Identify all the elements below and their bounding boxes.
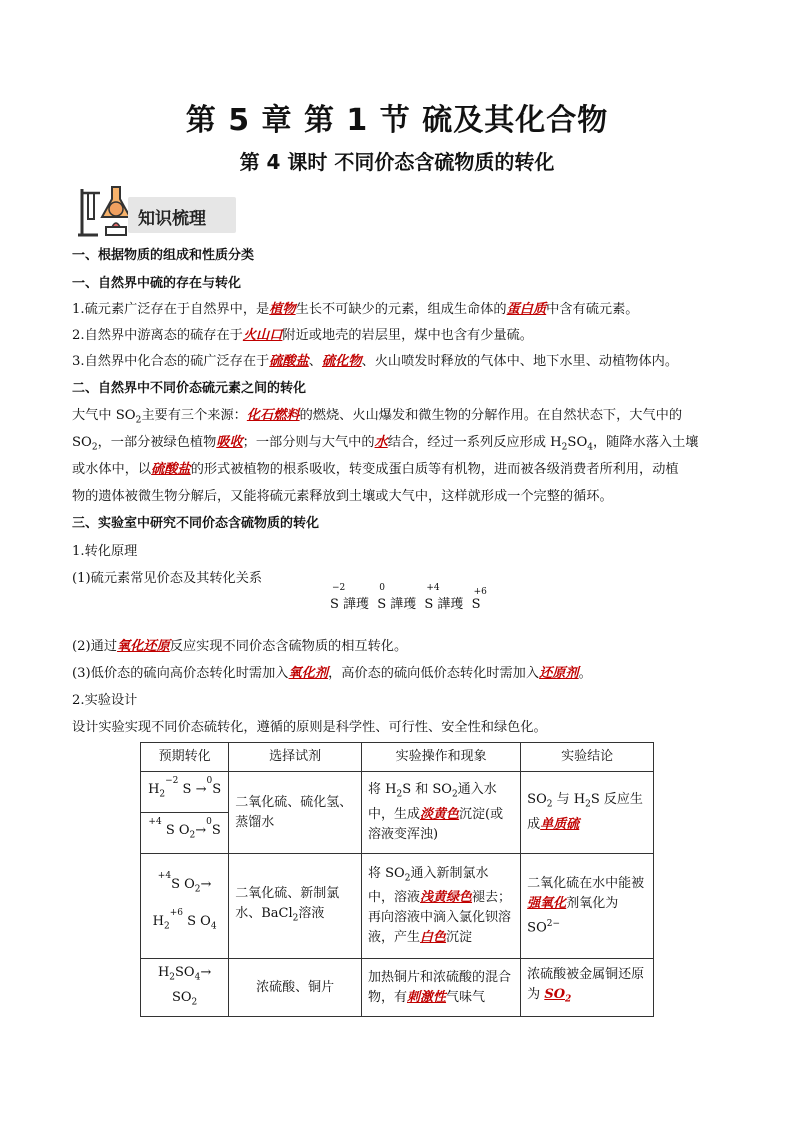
text: ，高价态的硫向低价态转化时需加入 — [328, 666, 540, 681]
heading-section-3: 三、实验室中研究不同价态含硫物质的转化 — [72, 516, 320, 531]
text: → — [200, 877, 212, 893]
paragraph-3 — [72, 350, 678, 369]
text: 2.自然界中游离态的硫存在于 — [72, 328, 243, 343]
header-reagent: 选择试剂 — [229, 743, 362, 772]
text: 1.硫元素广泛存在于自然界中，是 — [72, 302, 270, 317]
page-title: 第 5 章 第 1 节 硫及其化合物 — [185, 103, 609, 138]
text: 生长不可缺少的元素，组成生命体的 — [295, 302, 507, 317]
text: 将 SO — [368, 865, 405, 881]
text: S O — [183, 914, 211, 929]
valence-number: −2 — [165, 775, 179, 786]
text: 、 — [308, 354, 322, 369]
text: (3)低价态的硫向高价态转化时需加入 — [72, 666, 289, 681]
answer-water: 水 — [374, 435, 388, 450]
paragraph-agents — [72, 662, 592, 681]
text: ；一部分则与大气中的 — [242, 435, 375, 450]
table-header-row — [141, 743, 654, 772]
valence-s-plus4 — [424, 583, 464, 612]
text: S O — [171, 877, 195, 893]
valence-number: 0 — [379, 583, 385, 593]
valence-number: 0 — [206, 775, 213, 786]
subscript: 4 — [210, 921, 217, 932]
text: S 和 SO — [402, 782, 452, 798]
text: SO — [175, 965, 195, 980]
text: SO — [171, 989, 192, 1005]
element: S — [377, 597, 387, 612]
heading-classification: 一、根据物质的组成和性质分类 — [72, 248, 255, 263]
formula-so2-to-h2so4 — [147, 871, 222, 900]
answer-elemental-sulfur: 单质硫 — [540, 816, 580, 832]
formula-so2 — [147, 988, 222, 1013]
text: 沉淀 — [446, 930, 473, 946]
text: 附近或地壳的岩层里，煤中也含有少量硫。 — [282, 328, 533, 343]
valence-s-minus2 — [330, 583, 370, 612]
text: 与 H — [552, 792, 586, 808]
text: 的形式被植物的根系吸收，转变成蛋白质等有机物，进而被各级消费者所利用，动植 — [190, 462, 679, 477]
page-subtitle: 第 4 课时 不同价态含硫物质的转化 — [239, 150, 555, 174]
element: S — [424, 597, 434, 612]
text: SO — [72, 435, 92, 450]
text: 、火山喷发时释放的气体中、地下水里、动植物体内。 — [361, 354, 679, 369]
text: 主要有三个来源： — [141, 408, 247, 423]
subscript: 2 — [546, 799, 553, 810]
answer-strong-oxidant: 强氧化 — [527, 895, 567, 911]
paragraph-2 — [72, 324, 533, 343]
answer-fossil-fuel: 化石燃料 — [246, 408, 300, 423]
subscript: 2 — [91, 442, 98, 453]
text: H — [152, 914, 164, 929]
subscript: 4 — [587, 442, 593, 453]
text: SO — [527, 792, 547, 808]
valence-chain — [330, 583, 487, 612]
answer-so2 — [544, 987, 572, 1005]
text: S 反应生成 — [527, 792, 643, 832]
answer-sulfide: 硫化物 — [321, 354, 362, 369]
text: 大气中 SO — [72, 408, 136, 423]
header-operation: 实验操作和现象 — [362, 743, 521, 772]
text: H — [148, 781, 160, 797]
subscript: 2 — [159, 789, 166, 800]
badge-label: 知识梳理 — [138, 209, 206, 229]
subheading-principle: 1.转化原理 — [72, 544, 138, 559]
paragraph-1 — [72, 298, 638, 317]
arrow: 譁瓁 — [386, 597, 417, 612]
text: → — [200, 965, 212, 980]
answer-oxidant: 氧化剂 — [288, 666, 329, 681]
experiment-table — [140, 742, 654, 1017]
cell-reagent: 二氧化硫、硫化氢、蒸馏水 — [229, 772, 362, 854]
subscript: 2 — [451, 789, 458, 800]
text: 结合，经过一系列反应形成 H — [387, 435, 562, 450]
text: 褪去；再向溶液中滴入氯化钡溶液，产生 — [368, 890, 512, 946]
formula-h2so4-to-so2 — [147, 963, 222, 988]
table-row — [141, 854, 654, 959]
cell-transform — [141, 813, 229, 854]
text: (2)通过 — [72, 639, 118, 654]
valence-s-plus6 — [471, 587, 487, 612]
formula-h2s-to-s — [148, 775, 222, 800]
text: 浓硫酸被金属铜还原为 — [527, 967, 645, 1003]
subscript: 2 — [135, 415, 142, 426]
cell-transform — [141, 854, 229, 959]
text: S — [212, 781, 222, 797]
text: S — [211, 822, 221, 838]
header-conclusion: 实验结论 — [521, 743, 654, 772]
answer-redox: 氧化还原 — [117, 639, 170, 654]
answer-pale-yellow: 淡黄色 — [420, 806, 460, 822]
subscript: 2 — [396, 789, 403, 800]
subscript: 2 — [194, 885, 201, 895]
text: SO — [567, 435, 588, 450]
superscript: 2− — [546, 918, 561, 929]
cell-operation — [362, 854, 521, 959]
text: S O — [161, 822, 190, 838]
answer-plant: 植物 — [269, 302, 296, 317]
subscript: 2 — [565, 994, 572, 1005]
cell-conclusion — [521, 959, 654, 1017]
cell-conclusion — [521, 854, 654, 959]
valence-s-0 — [377, 583, 417, 612]
answer-sulfate-2: 硫酸盐 — [151, 462, 191, 477]
subscript: 2 — [585, 799, 591, 810]
valence-number: 0 — [206, 816, 212, 827]
text: 气味气 — [446, 989, 486, 1005]
answer-absorb: 吸收 — [216, 435, 243, 450]
subscript: 2 — [561, 442, 568, 453]
valence-number: +6 — [169, 908, 183, 918]
element: S — [330, 597, 339, 612]
cell-reagent: 浓硫酸、铜片 — [229, 959, 362, 1017]
text: 剂氧化为 SO — [527, 895, 619, 936]
paragraph-cycle-4: 物的遗体被微生物分解后，又能将硫元素释放到土壤或大气中，这样就形成一个完整的循环。 — [72, 489, 613, 504]
valence-number: −2 — [332, 583, 346, 593]
cell-operation — [362, 772, 521, 854]
arrow: 譁瓁 — [338, 597, 370, 612]
subscript: 2 — [191, 997, 198, 1008]
subscript: 2 — [169, 972, 176, 983]
answer-protein: 蛋白质 — [506, 302, 547, 317]
heading-section-2: 二、自然界中不同价态硫元素之间的转化 — [72, 381, 307, 396]
cell-conclusion — [521, 772, 654, 854]
subscript: 4 — [194, 972, 201, 983]
subscript: 2 — [189, 830, 196, 841]
text: 或水体中，以 — [72, 462, 152, 477]
text: H — [157, 965, 170, 980]
text: 反应实现不同价态含硫物质的相互转化。 — [169, 639, 408, 654]
text: → — [195, 822, 207, 838]
text: 二氧化硫在水中能被 — [527, 875, 645, 891]
subheading-design: 2.实验设计 — [72, 693, 138, 708]
cell-reagent — [229, 854, 362, 959]
formula-so2-to-s — [148, 816, 221, 841]
text: ，随降水落入土壤 — [593, 435, 699, 450]
element: S — [471, 597, 481, 612]
answer-volcano: 火山口 — [242, 328, 283, 343]
text: 中含有硫元素。 — [546, 302, 639, 317]
valence-number: +6 — [473, 587, 487, 597]
text: 加热铜片和浓硫酸的混合物，有 — [368, 969, 512, 1005]
text: 二氧化硫、新制氯水、BaCl — [235, 885, 340, 921]
paragraph-cycle-2 — [72, 431, 699, 453]
subscript: 2 — [163, 921, 170, 932]
answer-white: 白色 — [420, 930, 447, 946]
header-expected: 预期转化 — [141, 743, 229, 772]
answer-sulfate: 硫酸盐 — [269, 354, 309, 369]
answer-pungent: 刺激性 — [407, 989, 447, 1005]
lab-flask-icon — [76, 183, 136, 241]
valence-number: +4 — [148, 816, 162, 827]
table-row — [141, 959, 654, 1017]
cell-transform — [141, 772, 229, 813]
answer-reductant: 还原剂 — [539, 666, 579, 681]
heading-section-1: 一、自然界中硫的存在与转化 — [72, 276, 242, 291]
text: 通入新制氯水中，溶液 — [368, 865, 489, 906]
text: 的燃烧、火山爆发和微生物的分解作用。在自然状态下，大气中的 — [299, 408, 683, 423]
text: ，一部分被绿色植物 — [97, 435, 217, 450]
subheading-valence: (1)硫元素常见价态及其转化关系 — [72, 571, 263, 586]
knowledge-badge — [76, 183, 236, 239]
text: S → — [178, 781, 207, 797]
text: 。 — [578, 666, 592, 681]
subscript: 2 — [404, 873, 411, 884]
text: 溶液 — [298, 905, 325, 921]
valence-number: +4 — [426, 583, 440, 593]
paragraph-redox — [72, 635, 407, 654]
subscript: 2 — [292, 913, 299, 924]
paragraph-cycle-1 — [72, 404, 682, 426]
text: 将 H — [368, 782, 397, 798]
paragraph-cycle-3 — [72, 458, 679, 477]
cell-operation — [362, 959, 521, 1017]
valence-number: +4 — [157, 871, 172, 882]
text: 3.自然界中化合态的硫广泛存在于 — [72, 354, 270, 369]
text: 通入水中，生成 — [368, 782, 497, 822]
formula-h2so4 — [147, 908, 222, 937]
arrow: 譁瓁 — [433, 597, 464, 612]
cell-transform — [141, 959, 229, 1017]
text: SO — [544, 987, 566, 1003]
table-row — [141, 772, 654, 813]
paragraph-principles: 设计实验实现不同价态硫转化，遵循的原则是科学性、可行性、安全性和绿色化。 — [72, 720, 547, 735]
answer-pale-yellow-green: 浅黄绿色 — [420, 890, 473, 906]
text: 沉淀(或溶液变浑浊) — [368, 806, 504, 842]
